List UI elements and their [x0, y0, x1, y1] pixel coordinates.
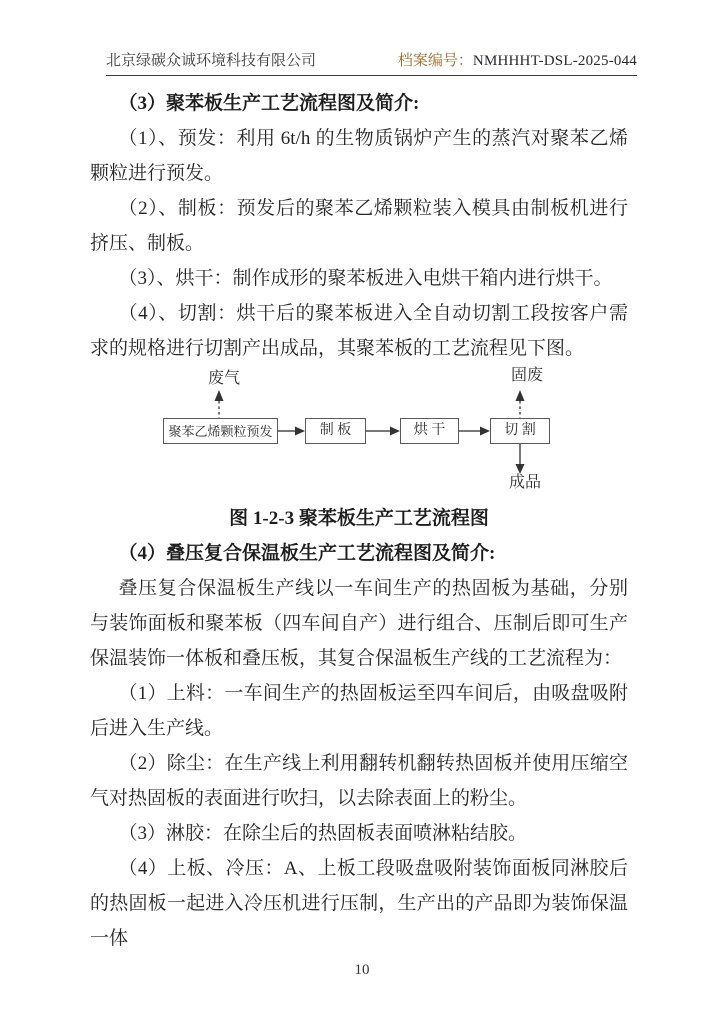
- paragraph-dedusting: （2）除尘：在生产线上利用翻转机翻转热固板并使用压缩空气对热固板的表面进行吹扫，以去除表面上的粉尘。: [90, 753, 628, 809]
- flow-box-board-making: 制 板: [305, 418, 366, 444]
- company-name: 北京绿碳众诚环境科技有限公司: [106, 53, 317, 69]
- product-label: 成品: [508, 474, 541, 491]
- page-number: 10: [354, 962, 370, 978]
- document-body: [90, 86, 628, 956]
- page-header: [106, 0, 637, 76]
- section4-heading: （4）叠压复合保温板生产工艺流程图及简介:: [118, 543, 496, 564]
- flow-box-polystyrene-prefoam: 聚苯乙烯颗粒预发: [163, 418, 278, 444]
- paragraph-gluing: （3）淋胶：在除尘后的热固板表面喷淋粘结胶。: [118, 823, 528, 844]
- flow-box-drying: 烘 干: [400, 418, 459, 444]
- solid-waste-label: 固废: [510, 367, 543, 384]
- paragraph-board-making: （2）、制板：预发后的聚苯乙烯颗粒装入模具由制板机进行挤压、制板。: [90, 198, 628, 254]
- paragraph-laminated-intro: 叠压复合保温板生产线以一车间生产的热固板为基础，分别与装饰面板和聚苯板（四车间自产）进行组合、压制后即可生产保温装饰一体板和叠压板，其复合保温板生产线的工艺流程为：: [90, 578, 628, 669]
- paragraph-prefoam: （1）、预发：利用 6t/h 的生物质锅炉产生的蒸汽对聚苯乙烯颗粒进行预发。: [90, 128, 628, 184]
- flow-arrow-right-3: [459, 427, 490, 436]
- flow-diagram: [150, 366, 570, 501]
- archive-number: NMHHHT-DSL-2025-044: [472, 53, 637, 69]
- paragraph-drying: （3）、烘干：制作成形的聚苯板进入电烘干箱内进行烘干。: [118, 268, 613, 289]
- archive-number-field: [398, 49, 637, 70]
- flow-arrow-right-1: [278, 427, 305, 436]
- flow-arrow-down-product: [516, 444, 525, 474]
- paragraph-cutting: （4）、切割：烘干后的聚苯板进入全自动切割工段按客户需求的规格进行切割产出成品，其聚苯板的工艺流程见下图。: [90, 303, 628, 359]
- flow-arrow-right-2: [366, 427, 400, 436]
- waste-gas-label: 废气: [207, 370, 240, 387]
- figure-caption: 图 1-2-3 聚苯板生产工艺流程图: [229, 508, 489, 529]
- archive-label: 档案编号：: [397, 53, 473, 69]
- dashed-arrow-up-waste-gas: [215, 390, 224, 418]
- flow-box-cutting: 切 割: [490, 418, 550, 444]
- paragraph-cold-pressing: （4）上板、冷压：A、上板工段吸盘吸附装饰面板同淋胶后的热固板一起进入冷压机进行压制，生产出的产品即为装饰保温一体: [90, 858, 628, 949]
- page-footer: [0, 962, 724, 979]
- section3-heading: （3）聚苯板生产工艺流程图及简介:: [118, 93, 420, 114]
- dashed-arrow-up-solid-waste: [516, 390, 525, 418]
- paragraph-loading: （1）上料：一车间生产的热固板运至四车间后，由吸盘吸附后进入生产线。: [90, 683, 628, 739]
